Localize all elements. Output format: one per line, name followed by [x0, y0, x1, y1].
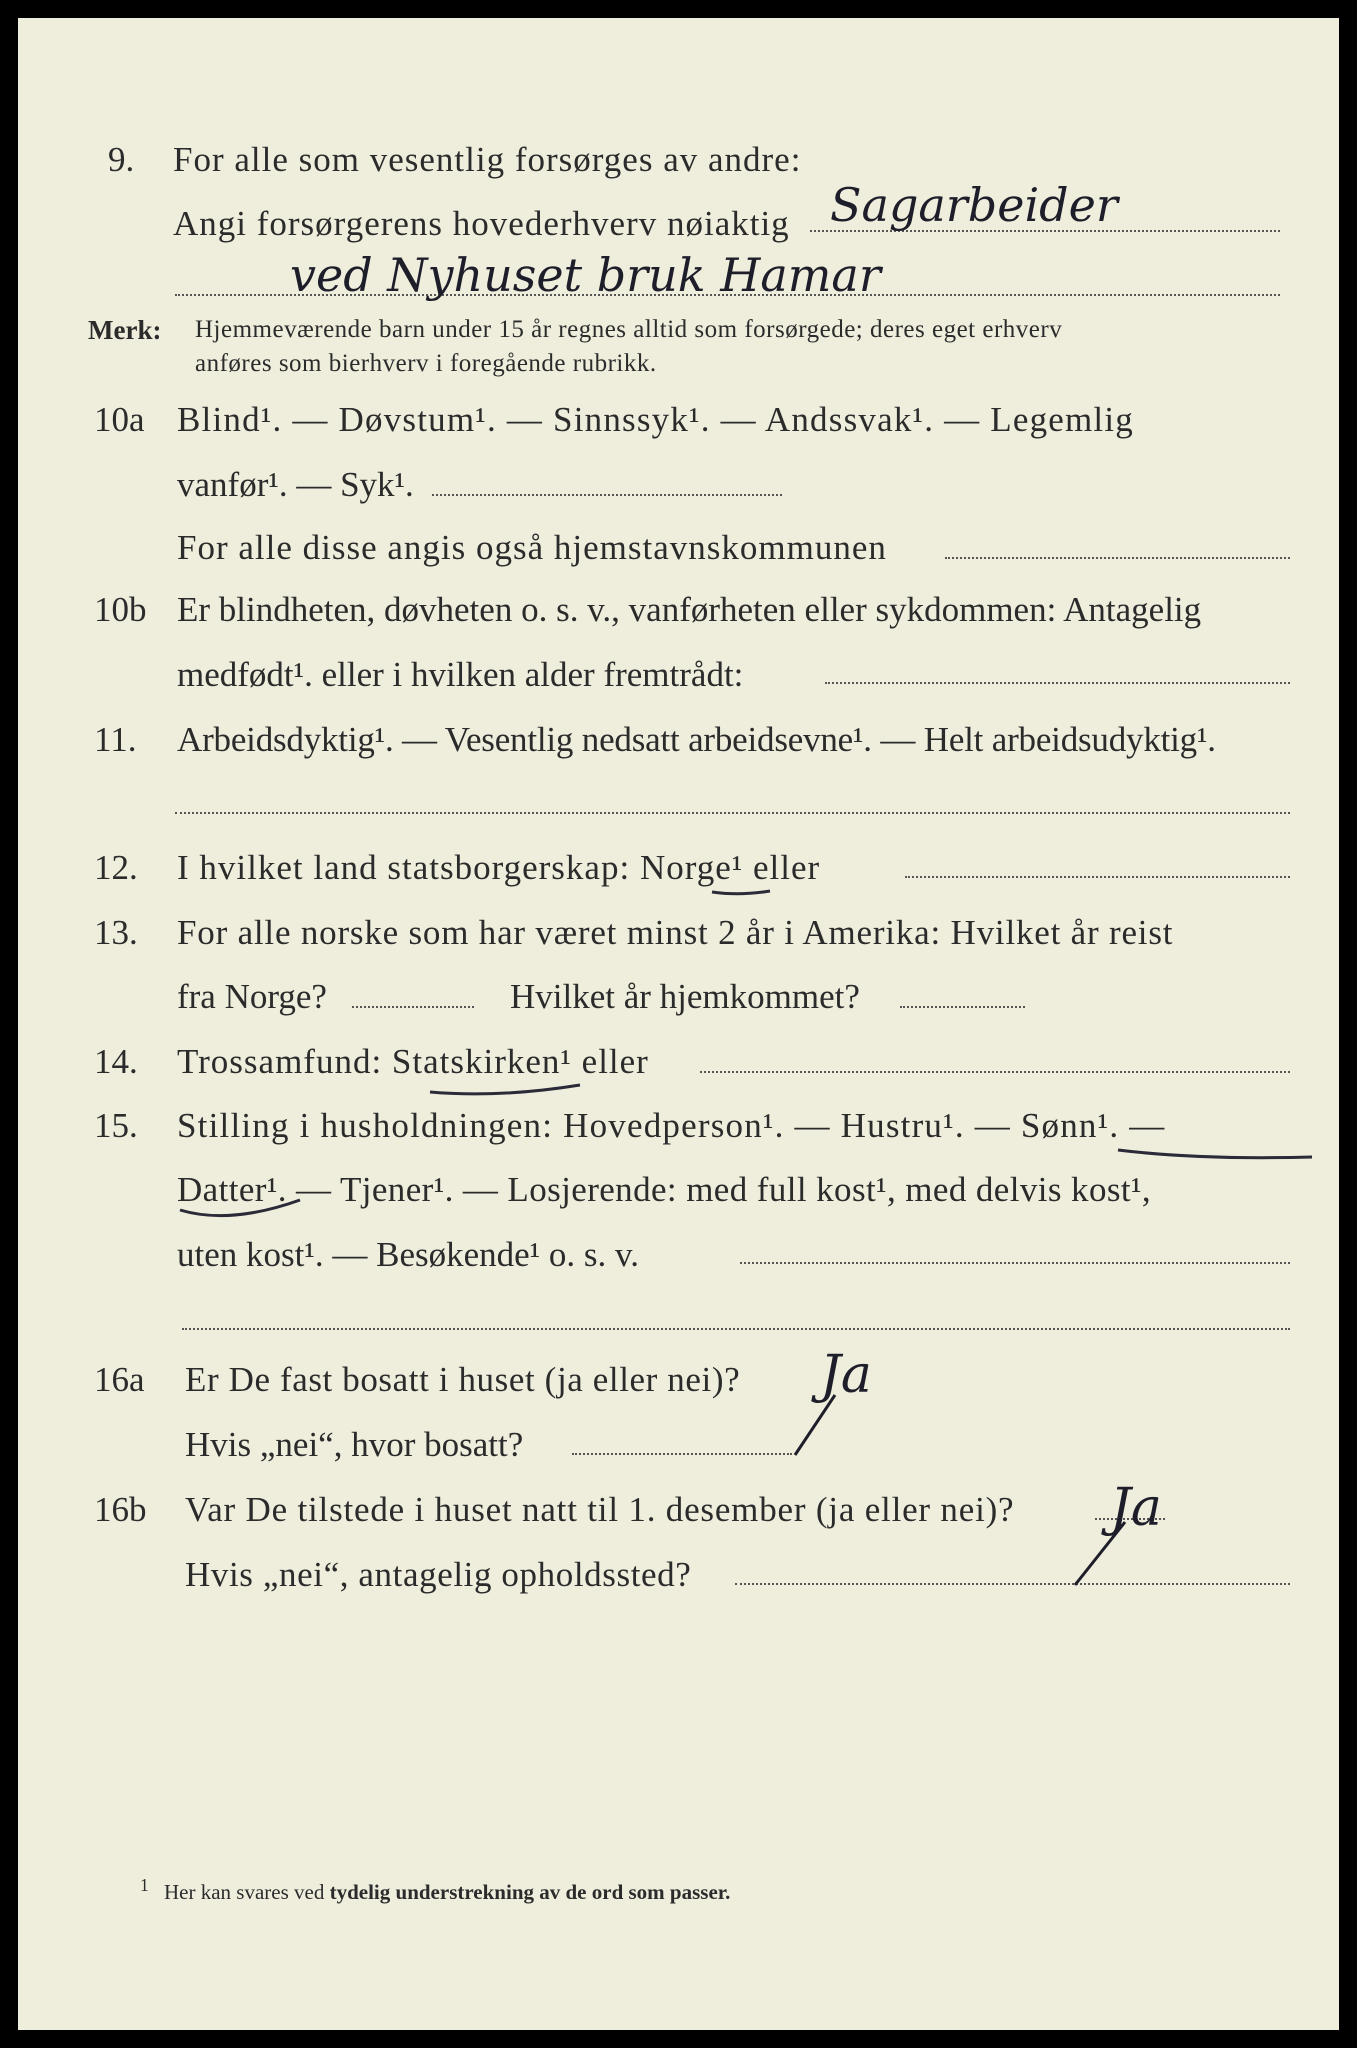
- q9-text2: Angi forsørgerens hovederhverv nøiaktig: [173, 204, 790, 243]
- q9-handwritten-answer2: ved Nyhuset bruk Hamar: [290, 248, 881, 302]
- q10a-text1: Blind¹. — Døvstum¹. — Sinnssyk¹. — Andssvak¹. — Legemlig: [177, 400, 1134, 439]
- q10a-text3: For alle disse angis også hjemstavnskommunen: [177, 528, 887, 567]
- q16a-text1: Er De fast bosatt i huset (ja eller nei)?: [185, 1360, 741, 1399]
- q11-number: 11.: [94, 720, 137, 759]
- q14-number: 14.: [94, 1042, 138, 1081]
- q15-text1: Stilling i husholdningen: Hovedperson¹. — Hustru¹. — Sønn¹. —: [177, 1106, 1166, 1145]
- footnote-mark: 1: [140, 1875, 149, 1895]
- norge-underline: [712, 891, 770, 894]
- merk-text1: Hjemmeværende barn under 15 år regnes alltid som forsørgede; deres eget erhverv: [195, 316, 1063, 343]
- q15-number: 15.: [94, 1106, 138, 1145]
- q13-text2a: fra Norge?: [177, 977, 327, 1016]
- q10a-text2: vanfør¹. — Syk¹.: [177, 465, 414, 504]
- q10b-text1: Er blindheten, døvheten o. s. v., vanførheten eller sykdommen: Antagelig: [177, 590, 1202, 629]
- q13-number: 13.: [94, 913, 138, 952]
- q16a-text2: Hvis „nei“, hvor bosatt?: [185, 1425, 524, 1464]
- q10b-number: 10b: [94, 590, 147, 629]
- q16a-handwritten-answer: Ja: [820, 1345, 872, 1405]
- footnote-text-b: tydelig understrekning av de ord som passer.: [329, 1880, 731, 1904]
- q11-text1: Arbeidsdyktig¹. — Vesentlig nedsatt arbeidsevne¹. — Helt arbeidsudyktig¹.: [177, 720, 1216, 759]
- q16b-number: 16b: [94, 1490, 147, 1529]
- q13-text1: For alle norske som har været minst 2 år i Amerika: Hvilket år reist: [177, 913, 1174, 952]
- q9-handwritten-answer1: Sagarbeider: [830, 178, 1118, 232]
- sonn-underline: [1118, 1150, 1312, 1158]
- q10b-text2: medfødt¹. eller i hvilken alder fremtrådt:: [177, 655, 744, 694]
- q15-text2: Datter¹. — Tjener¹. — Losjerende: med full kost¹, med delvis kost¹,: [177, 1170, 1152, 1209]
- q12-text1: I hvilket land statsborgerskap: Norge¹ eller: [177, 848, 821, 887]
- q16b-handwritten-answer: Ja: [1110, 1478, 1162, 1538]
- q16a-number: 16a: [94, 1360, 145, 1399]
- merk-label: Merk:: [88, 315, 162, 345]
- q12-number: 12.: [94, 848, 138, 887]
- q13-text2b: Hvilket år hjemkommet?: [510, 977, 860, 1016]
- q15-text3: uten kost¹. — Besøkende¹ o. s. v.: [177, 1235, 640, 1274]
- q9-text1: For alle som vesentlig forsørges av andre:: [173, 140, 802, 179]
- q16b-text1: Var De tilstede i huset natt til 1. desember (ja eller nei)?: [185, 1490, 1015, 1529]
- statskirken-underline: [430, 1085, 580, 1094]
- q14-text1: Trossamfund: Statskirken¹ eller: [177, 1042, 649, 1081]
- ja-stroke-b: [1075, 1522, 1125, 1585]
- footnote-text-a: Her kan svares ved: [164, 1880, 325, 1904]
- datter-mark: [180, 1200, 300, 1216]
- q9-number: 9.: [108, 140, 135, 179]
- q10a-number: 10a: [94, 400, 145, 439]
- merk-text2: anføres som bierhverv i foregående rubrikk.: [195, 350, 657, 377]
- ja-stroke-a: [795, 1395, 835, 1455]
- q16b-text2: Hvis „nei“, antagelig opholdssted?: [185, 1555, 692, 1594]
